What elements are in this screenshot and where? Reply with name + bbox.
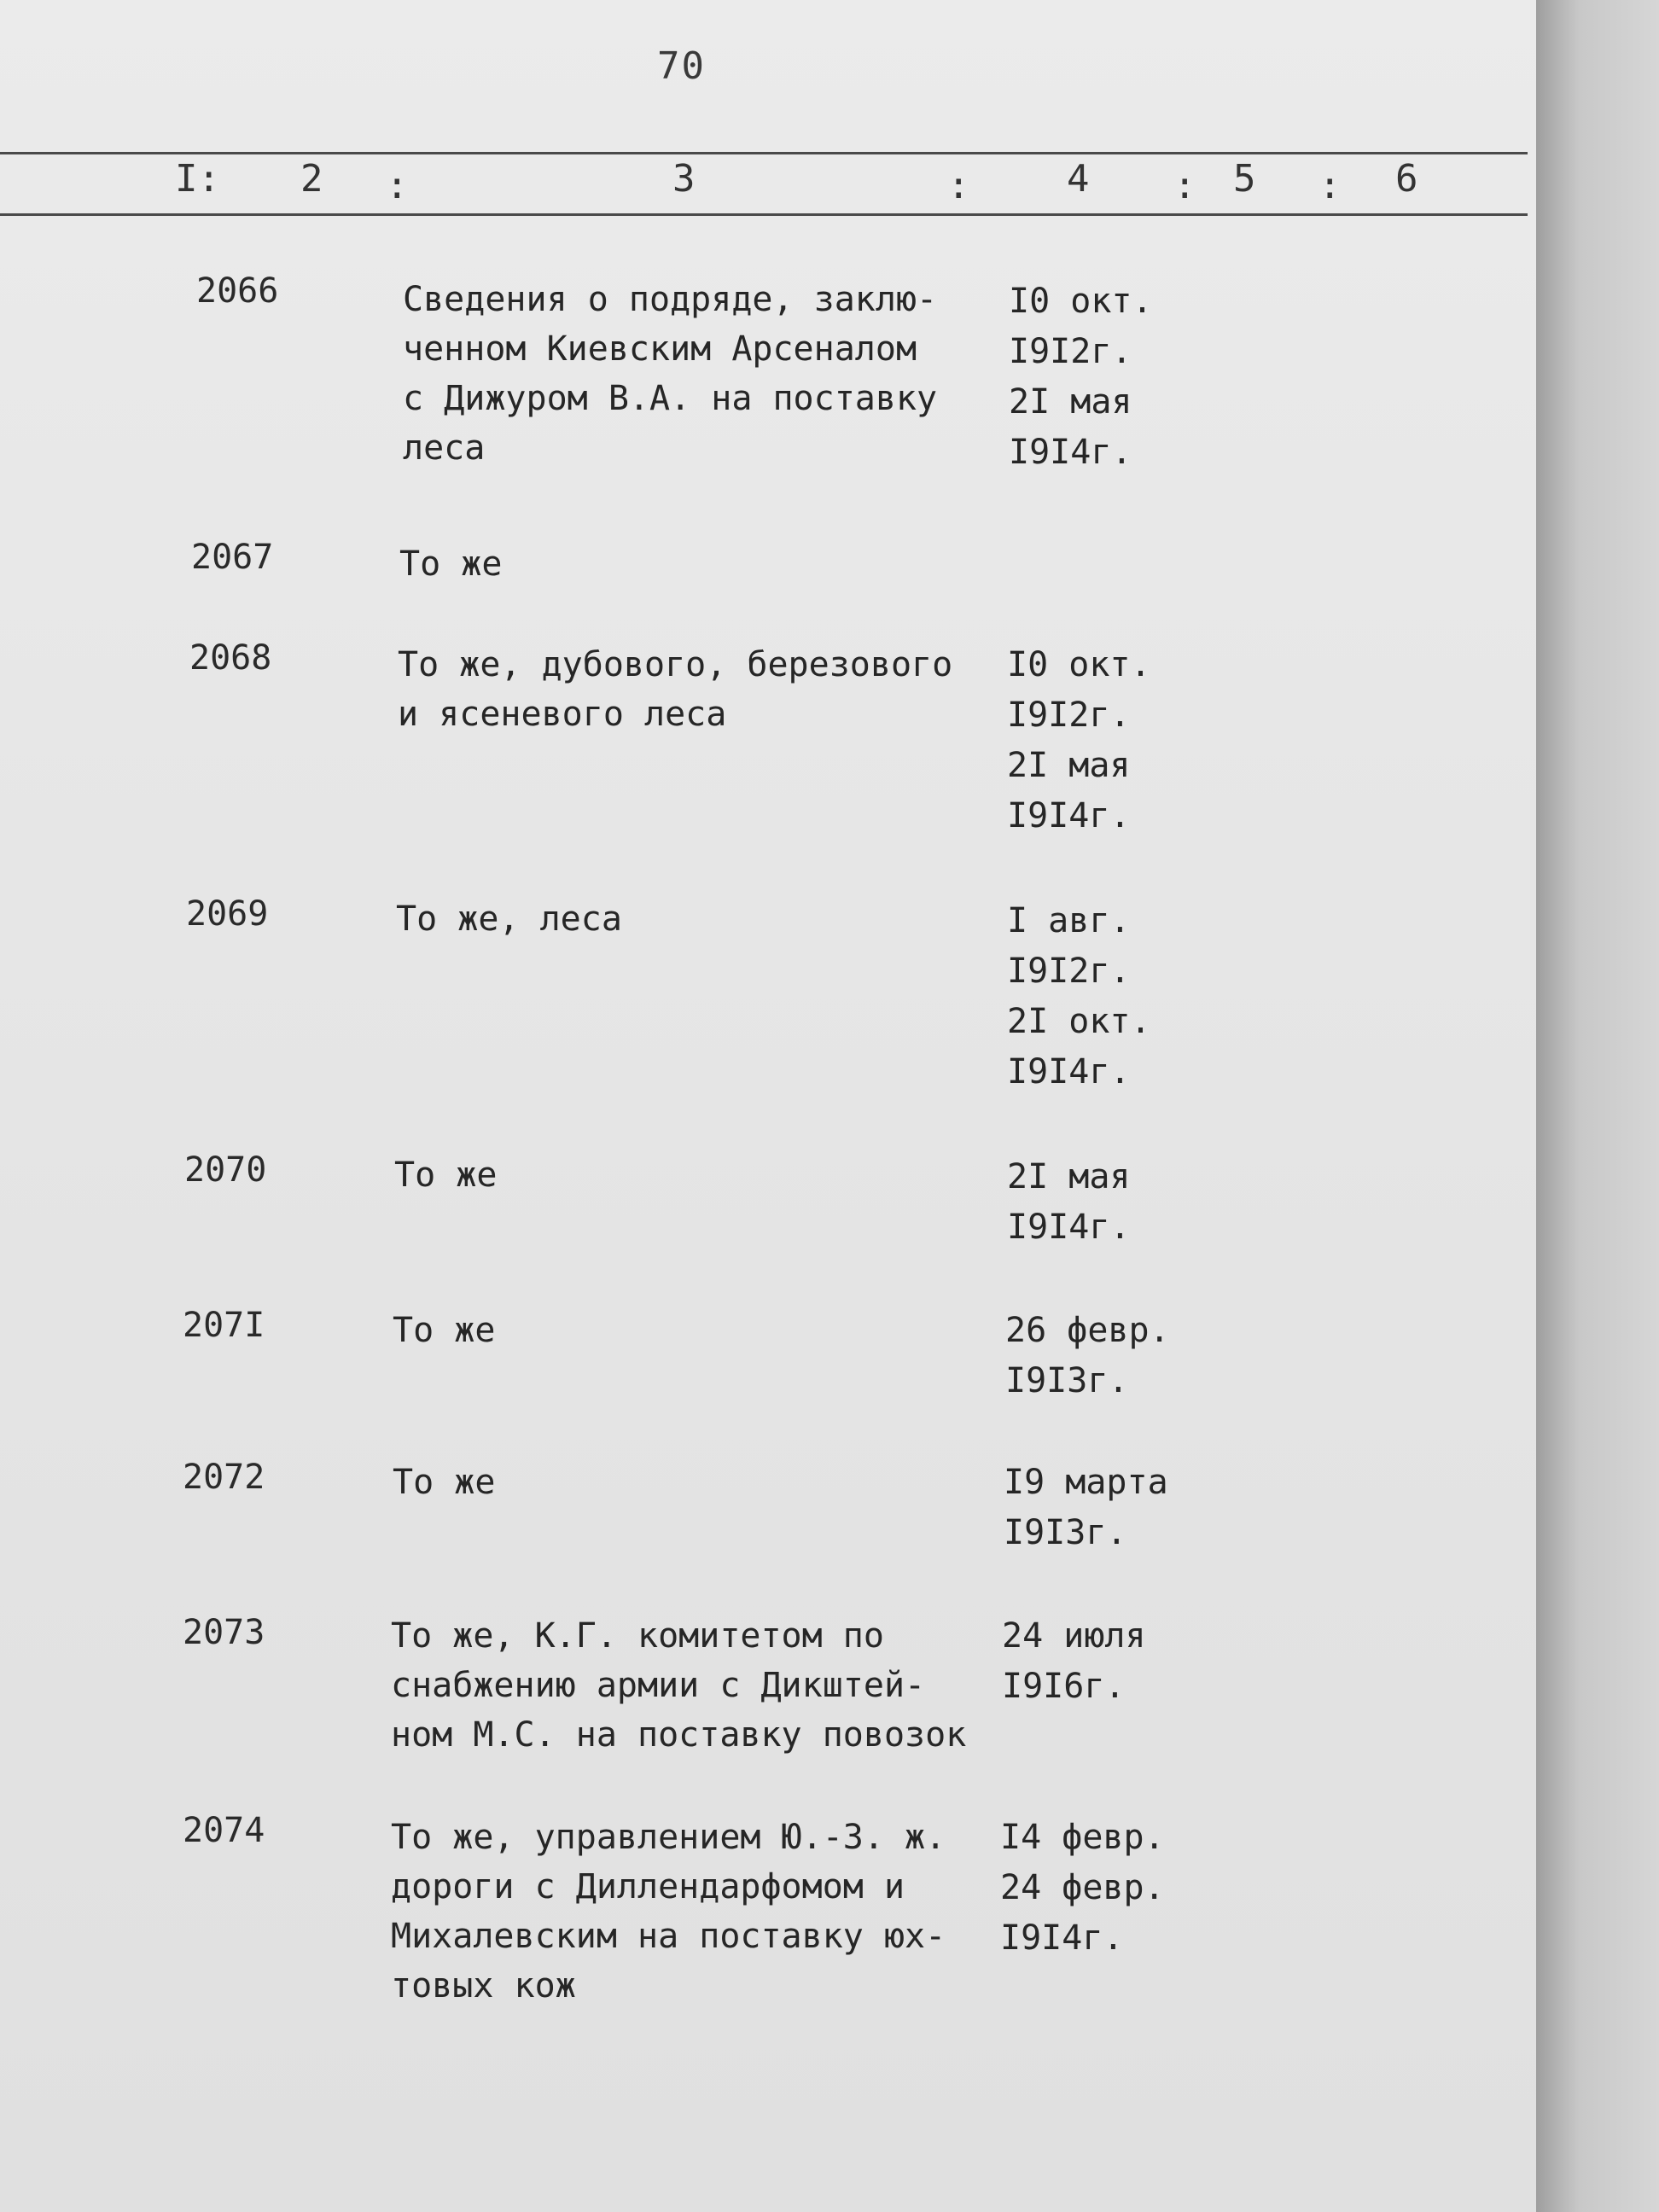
entry-description: Сведения о подряде, заклю- ченном Киевским Арсеналом с Дижуром В.А. на поставку леса (403, 280, 938, 468)
column-2-header: 2 (300, 157, 323, 201)
entry-dates: 26 февр. I9I3г. (1005, 1311, 1170, 1400)
entry-dates: I4 февр. 24 февр. I9I4г. (1000, 1818, 1165, 1958)
entry-description: То же, К.Г. комитетом по снабжению армии с Дикштей- ном М.С. на поставку повозок (391, 1616, 967, 1755)
column-separator: : (1318, 164, 1342, 207)
column-separator: : (386, 164, 409, 207)
column-3-header: 3 (672, 157, 696, 201)
column-separator: : (1173, 164, 1196, 207)
entry-description: То же, управлением Ю.-З. ж. дороги с Диллендарфомом и Михалевским на поставку юх- товых кож (391, 1818, 946, 2005)
entry-description: То же (394, 1155, 498, 1195)
column-5-header: 5 (1233, 157, 1256, 201)
entry-number: 2074 (183, 1811, 265, 1850)
column-4-header: 4 (1067, 157, 1090, 201)
entry-dates: I авг. I9I2г. 2I окт. I9I4г. (1007, 901, 1151, 1091)
column-1-header: I: (175, 157, 220, 201)
header-bottom-rule (0, 213, 1528, 216)
entry-number: 2070 (184, 1150, 267, 1190)
entry-number: 2068 (189, 638, 272, 678)
column-separator: : (947, 164, 970, 207)
page-number: 70 (657, 44, 706, 88)
entry-number: 2069 (186, 894, 269, 934)
entry-dates: I9 марта I9I3г. (1004, 1463, 1168, 1552)
entry-description: То же, леса (396, 899, 622, 939)
page-edge (1536, 0, 1659, 2212)
entry-description: То же (393, 1463, 496, 1502)
header-top-rule (0, 152, 1528, 154)
entry-description: То же (399, 544, 503, 584)
entry-description: То же, дубового, березового и ясеневого леса (398, 645, 953, 734)
entry-number: 2067 (191, 538, 274, 577)
entry-number: 2073 (183, 1613, 265, 1652)
entry-number: 2072 (183, 1458, 265, 1497)
entry-dates: I0 окт. I9I2г. 2I мая I9I4г. (1007, 645, 1151, 835)
entry-number: 207I (183, 1306, 265, 1345)
entry-dates: 2I мая I9I4г. (1007, 1157, 1131, 1247)
entry-description: То же (393, 1311, 496, 1350)
column-6-header: 6 (1395, 157, 1418, 201)
entry-dates: 24 июля I9I6г. (1002, 1616, 1146, 1706)
entry-number: 2066 (196, 271, 279, 311)
entry-dates: I0 окт. I9I2г. 2I мая I9I4г. (1009, 282, 1153, 472)
